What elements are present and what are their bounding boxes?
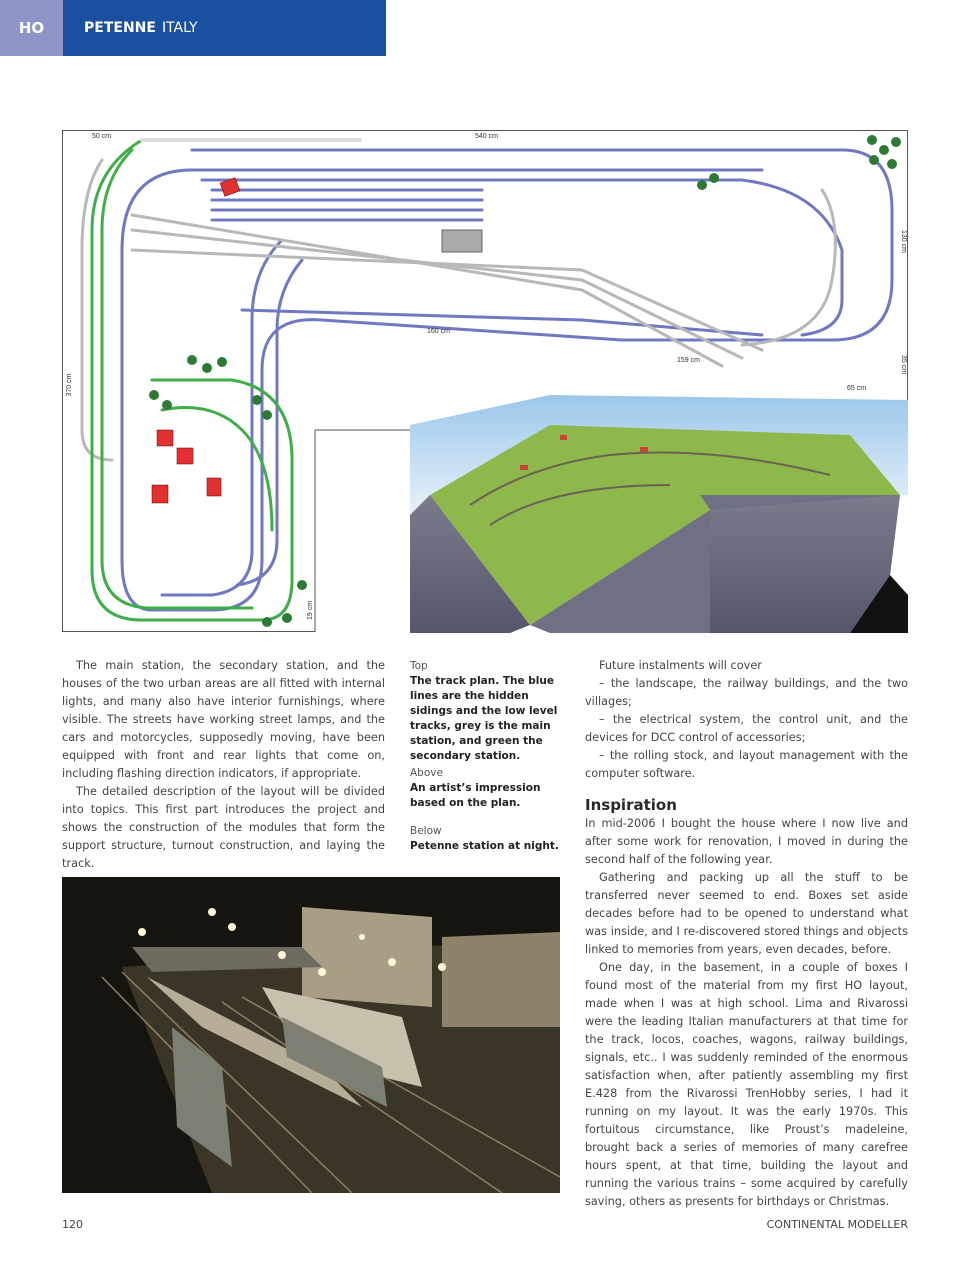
list-item: – the electrical system, the control unit, and the devices for DCC control of accessories; <box>585 713 908 744</box>
article-country: ITALY <box>161 20 198 36</box>
intro-line: Future instalments will cover <box>599 659 762 672</box>
list-item: – the rolling stock, and layout management with the computer software. <box>585 749 908 780</box>
dim-label: 130 cm <box>900 230 907 253</box>
dim-label: 50 cm <box>92 133 112 140</box>
body-paragraph: In mid-2006 I bought the house where I now live and after some work for renovation, I moved in during the second half of the following year. <box>585 817 908 866</box>
dim-label: 65 cm <box>847 385 867 392</box>
dim-label: 19 cm <box>307 600 314 620</box>
section-badge <box>0 0 63 56</box>
night-station-photo <box>62 877 560 1193</box>
dim-label: 540 cm <box>475 133 498 140</box>
page-number: 120 <box>62 1218 83 1231</box>
list-item: – the landscape, the railway buildings, and the two villages; <box>585 677 908 708</box>
caption-below <box>410 824 560 854</box>
body-column-right <box>585 657 908 1211</box>
caption-label: Top <box>410 660 428 672</box>
magazine-name: CONTINENTAL MODELLER <box>766 1218 908 1231</box>
article-title: PETENNE <box>84 20 156 36</box>
dim-label: 35 cm <box>900 355 907 375</box>
artist-impression-image <box>410 385 908 633</box>
dim-label: 370 cm <box>66 373 73 397</box>
caption-above <box>410 766 560 811</box>
caption-text: The track plan. The blue lines are the hidden sidings and the low level tracks, grey is the main station, and green the secondary station. <box>410 675 558 762</box>
dim-label: 159 cm <box>677 357 700 364</box>
body-paragraph: Gathering and packing up all the stuff to be transferred never seemed to end. Boxes set aside decades before had to be opened to understand what was inside, and I re-discovered stored things and objects linked to memories from years, even decades, before. <box>585 871 908 956</box>
caption-top <box>410 659 560 764</box>
caption-text: An artist’s impression based on the plan. <box>410 782 541 809</box>
section-heading: Inspiration <box>585 796 677 814</box>
caption-label: Below <box>410 825 442 837</box>
body-paragraph: One day, in the basement, in a couple of boxes I found most of the material from my first HO layout, made when I was at high school. Lima and Rivarossi were the leading Italian manufacturers at that time for the track, locos, coaches, wagons, railway buildings, signals, etc.. I was suddenly reminded of the enormous satisfaction when, after patiently assembling my first E.428 from the Rivarossi TrenHobby series, I had it running on my layout. It was the early 1970s. This fortuitous circumstance, like Proust’s madeleine, brought back a series of memories of many carefree hours spent, at that time, building the layout and running the various trains – some acquired by carefully saving, others as presents for birthdays or Christmas. <box>585 961 908 1208</box>
caption-text: Petenne station at night. <box>410 840 559 852</box>
dim-label: 160 cm <box>427 328 450 335</box>
body-column-left <box>62 657 385 873</box>
caption-label: Above <box>410 767 443 779</box>
article-header <box>63 0 386 56</box>
body-paragraph: The main station, the secondary station, and the houses of the two urban areas are all fitted with internal lights, and many also have interior furnishings, where visible. The streets have working street lamps, and the cars and motorcycles, supposedly moving, have been equipped with front and rear lights that come on, including flashing direction indicators, if appropriate. <box>62 659 385 780</box>
section-label: HO <box>18 19 45 37</box>
body-paragraph: The detailed description of the layout will be divided into topics. This first part introduces the project and shows the construction of the modules that form the support structure, turnout construction, and laying the track. <box>62 785 385 870</box>
